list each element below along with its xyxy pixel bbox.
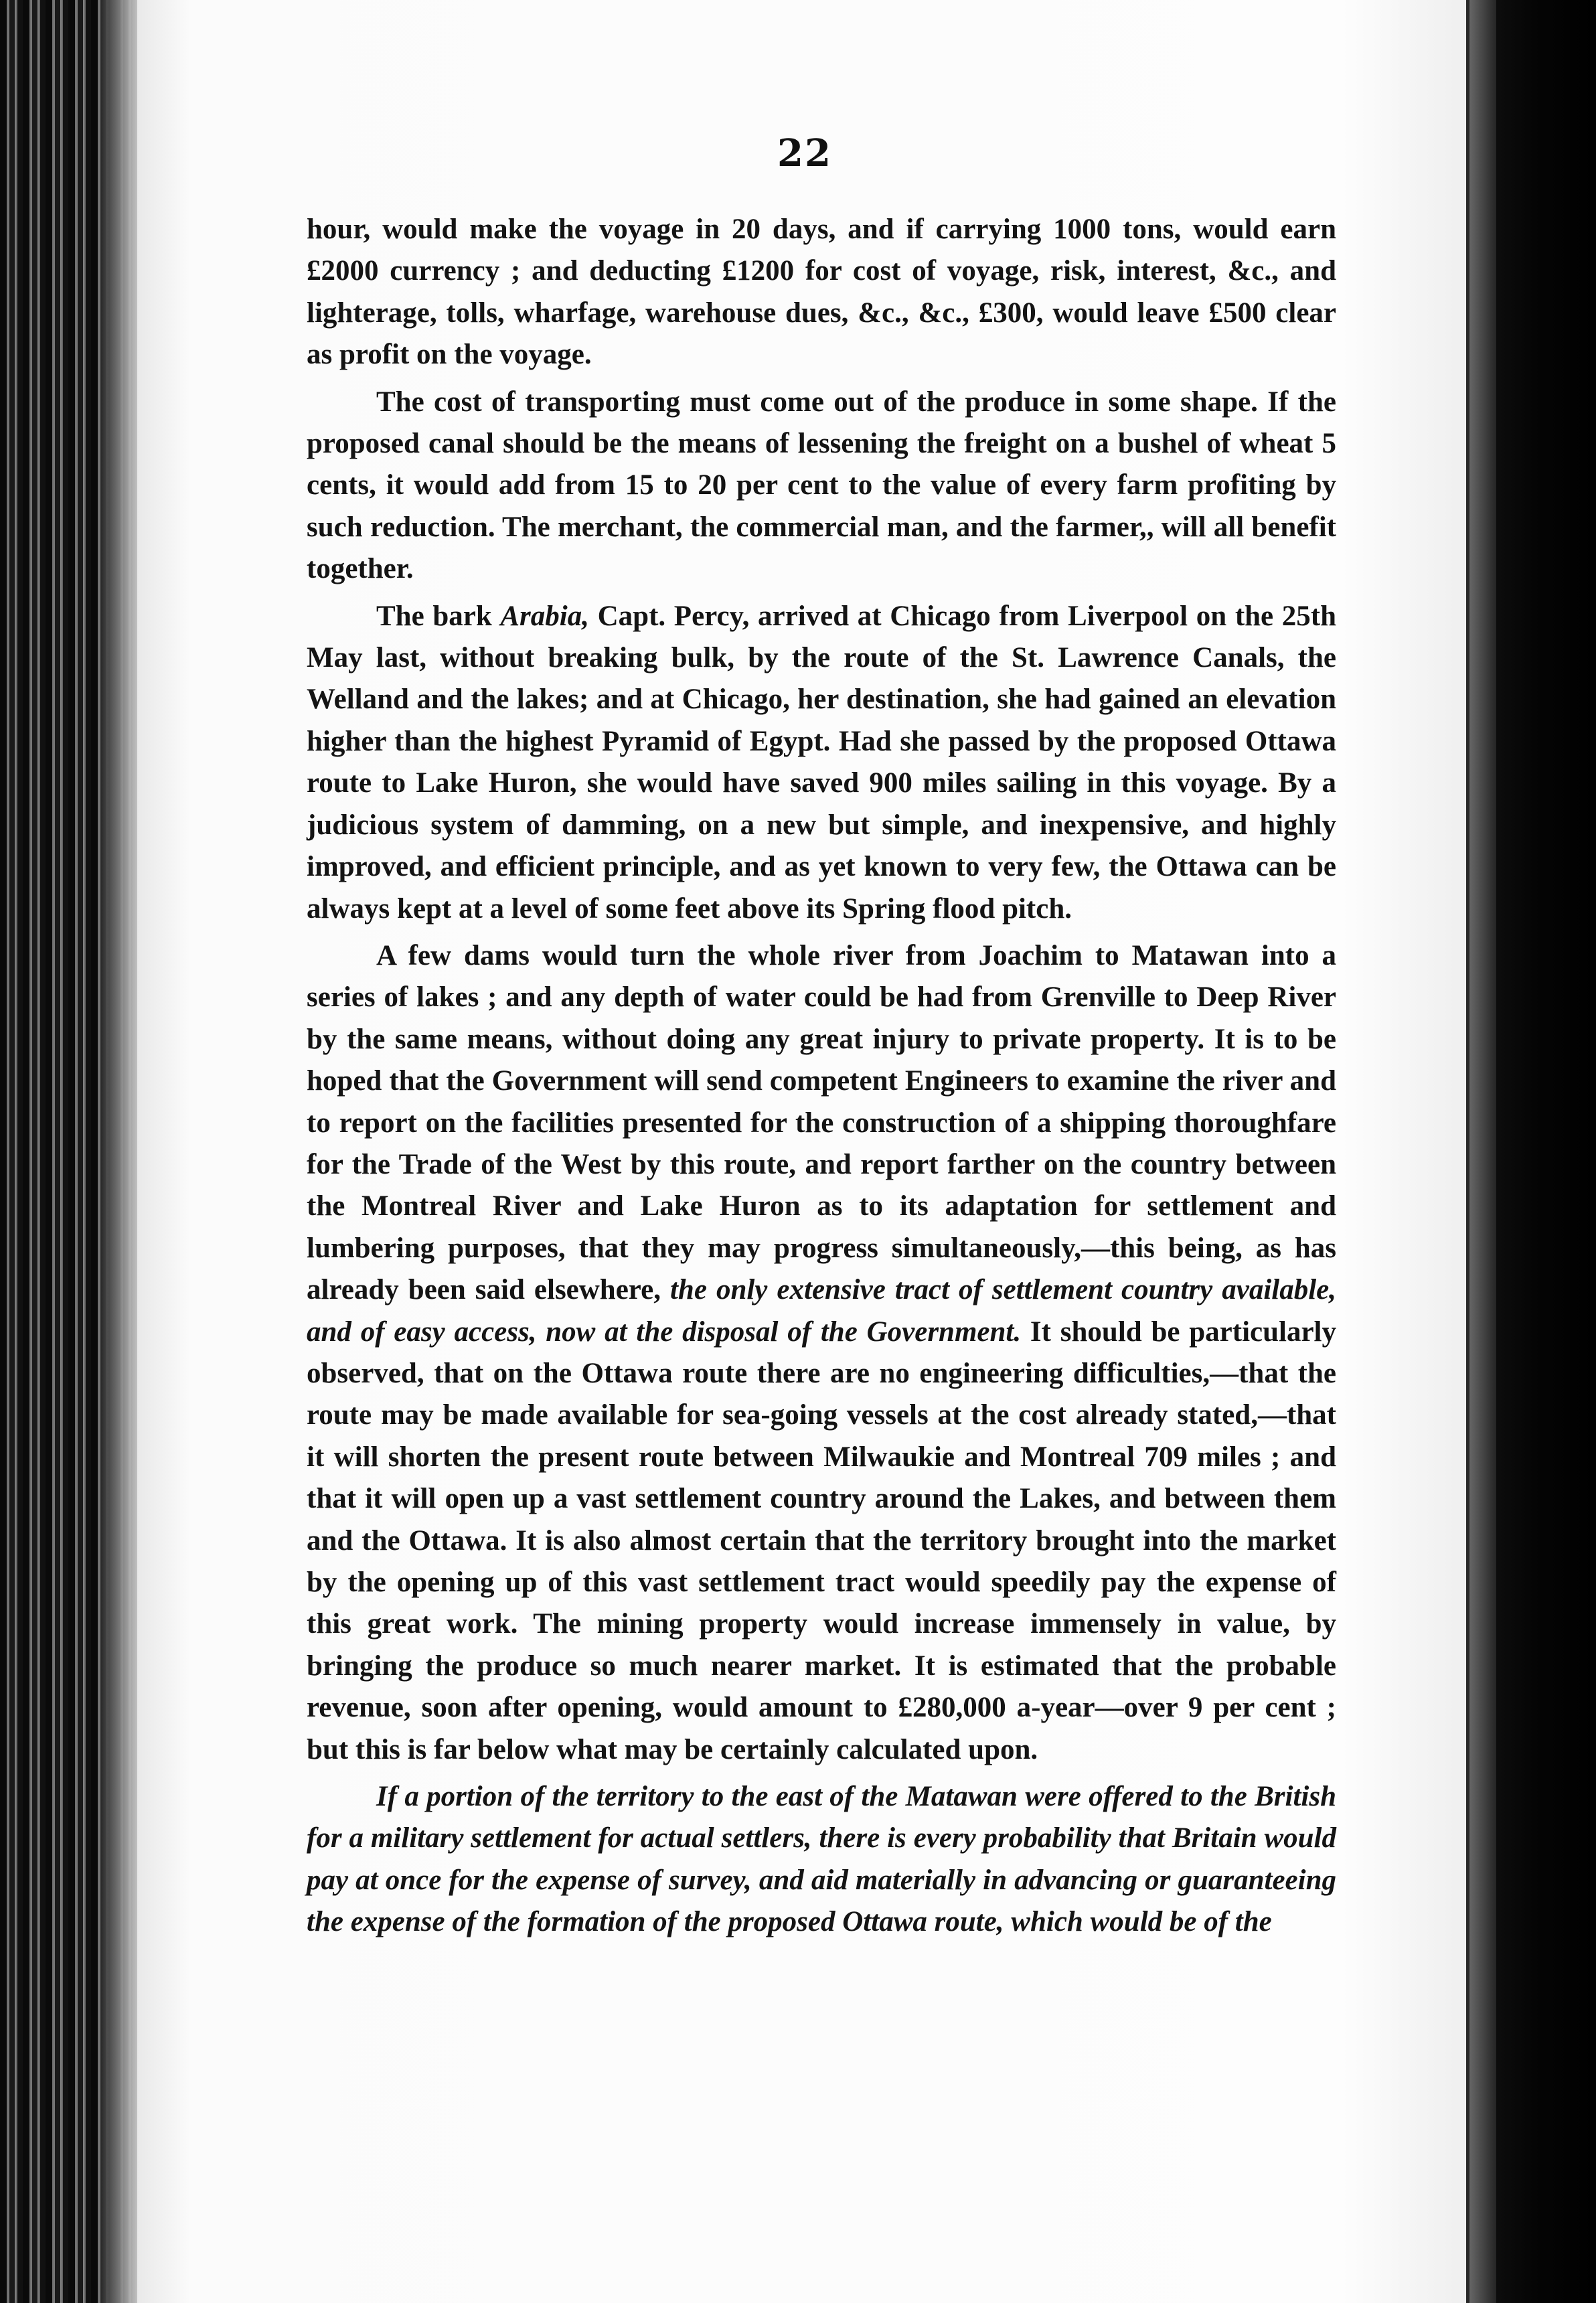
paragraph-bark-arabia bbox=[307, 596, 1336, 930]
page-gutter-shadow bbox=[100, 0, 141, 2303]
paragraph-bark-arabia-start: The bark bbox=[376, 600, 501, 632]
ship-name-arabia: Arabia, bbox=[500, 600, 589, 632]
paragraph-dams bbox=[307, 935, 1336, 1771]
next-page-sliver bbox=[1469, 0, 1496, 2303]
paragraph-dams-rest: It should be particularly observed, that on the Ottawa route there are no engineering difficulties,—that the route may be made available for sea-going vessels at the cost already stated,—that it will shorten the present route between Milwaukie and Montreal 709 miles ; and that it will open up a vast settlement country around the Lakes, and between them and the Ottawa. It is also almost certain that the territory brought into the market by the opening up of this vast settlement tract would speedily pay the expense of this great work. The mining property would increase immensely in value, by bringing the produce so much nearer market. It is estimated that the probable revenue, soon after opening, would amount to £280,000 a-year—over 9 per cent ; but this is far below what may be certainly calculated upon. bbox=[307, 1316, 1336, 1765]
paragraph-dams-emphasis: the only extensive tract of settlement country available, and of easy access, now at the disposal of the Government. bbox=[307, 1274, 1337, 1348]
paragraph-voyage-earnings: hour, would make the voyage in 20 days, and if carrying 1000 tons, would earn £2000 currency ; and deducting £1200 for cost of voyage, risk, interest, &c., and lighterage, tolls, wharfage, warehouse dues, &c., &c., £300, would leave £500 clear as profit on the voyage. bbox=[307, 214, 1336, 371]
body-text bbox=[307, 209, 1336, 1949]
paragraph-bark-arabia-rest: Capt. Percy, arrived at Chicago from Liverpool on the 25th May last, without breaking bulk, by the route of the St. Lawrence Canals, the Welland and the lakes; and at Chicago, her destination, she had gained an elevation higher than the highest Pyramid of Egypt. Had she passed by the proposed Ottawa route to Lake Huron, she would have saved 900 miles sailing in this voyage. By a judicious system of damming, on a new but simple, and inexpensive, and highly improved, and efficient principle, and as yet known to very few, the Ottawa can be always kept at a level of some feet above its Spring flood pitch. bbox=[307, 600, 1336, 925]
page-number: 22 bbox=[777, 131, 832, 175]
paragraph-dams-start: A few dams would turn the whole river from Joachim to Matawan into a series of lakes ; and any depth of water could be had from Grenville to Deep River by the same means, without doing any great injury to private property. It is to be hoped that the Government will send competent Engineers to examine the river and to report on the facilities presented for the construction of a shipping thoroughfare for the Trade of the West by this route, and report farther on the country between the Montreal River and Lake Huron as to its adaptation for settlement and lumbering purposes, that they may progress simultaneously,—this being, as has already been said elsewhere, bbox=[307, 939, 1336, 1306]
paragraph-transport-cost: The cost of transporting must come out of the produce in some shape. If the proposed canal should be the means of lessening the freight on a bushel of wheat 5 cents, it would add from 15 to 20 per cent to the value of every farm profiting by such reduction. The merchant, the commercial man, and the farmer,, will all benefit together. bbox=[307, 386, 1336, 585]
paragraph-military-settlement: If a portion of the territory to the east of the Matawan were offered to the British for a military settlement for actual settlers, there is every probability that Britain would pay at once for the expense of survey, and aid materially in advancing or guaranteeing the expense of the formation of the proposed Ottawa route, which would be of the bbox=[307, 1781, 1336, 1938]
